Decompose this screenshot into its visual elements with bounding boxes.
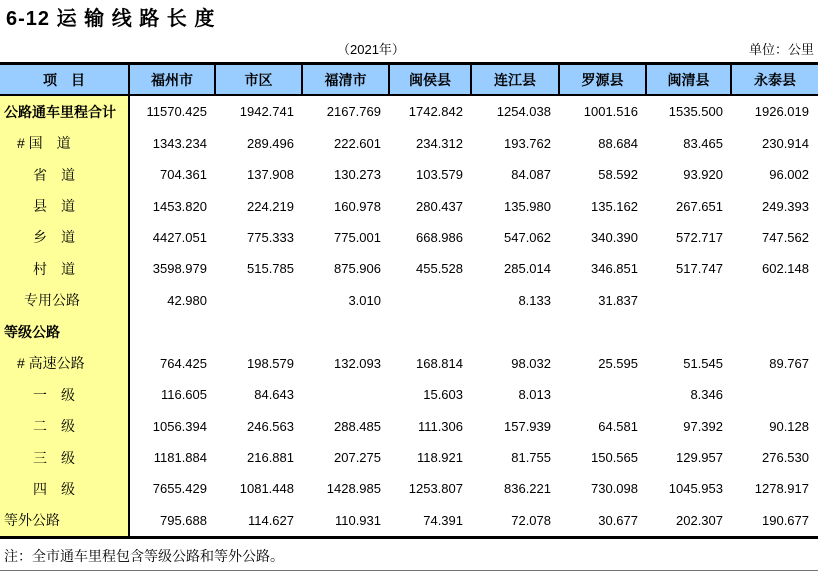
row-label: 村 道 bbox=[0, 253, 130, 284]
value-cell: 224.219 bbox=[247, 198, 294, 214]
value-cell: 168.814 bbox=[416, 355, 463, 371]
row-label: 一 级 bbox=[0, 379, 130, 410]
value-cell: 246.563 bbox=[247, 418, 294, 434]
column-header: 连江县 bbox=[472, 65, 560, 94]
value-cell bbox=[472, 316, 560, 347]
value-cell: 4427.051 bbox=[152, 229, 207, 245]
value-cell: 775.001 bbox=[334, 229, 381, 245]
value-cell: 111.306 bbox=[417, 418, 463, 434]
row-label: 省 道 bbox=[0, 159, 130, 190]
row-label: 三 级 bbox=[0, 442, 130, 473]
value-cell: 267.651 bbox=[676, 198, 723, 214]
value-cell: 730.098 bbox=[591, 481, 638, 497]
value-cell: 30.677 bbox=[598, 512, 638, 528]
value-cell: 114.627 bbox=[247, 512, 294, 528]
value-cell: 157.939 bbox=[504, 418, 551, 434]
value-cell: 74.391 bbox=[423, 512, 463, 528]
value-cell: 517.747 bbox=[676, 261, 723, 277]
value-cell: 1056.394 bbox=[152, 418, 207, 434]
value-cell: 249.393 bbox=[762, 198, 809, 214]
value-cell: 764.425 bbox=[160, 355, 207, 371]
value-cell: 83.465 bbox=[683, 135, 723, 151]
value-cell: 455.528 bbox=[416, 261, 463, 277]
value-cell: 160.978 bbox=[334, 198, 381, 214]
value-cell: 1453.820 bbox=[152, 198, 207, 214]
value-cell: 103.579 bbox=[416, 167, 463, 183]
value-cell: 132.093 bbox=[334, 355, 381, 371]
value-cell bbox=[732, 285, 818, 316]
value-cell: 207.275 bbox=[334, 450, 381, 466]
value-cell: 150.565 bbox=[591, 450, 638, 466]
footnote: 注：全市通车里程包含等级公路和等外公路。 bbox=[4, 548, 284, 564]
value-cell: 118.921 bbox=[416, 450, 463, 466]
table-row bbox=[0, 505, 818, 536]
value-cell bbox=[647, 285, 732, 316]
table-row bbox=[0, 473, 818, 504]
value-cell: 93.920 bbox=[683, 167, 723, 183]
column-header: 福清市 bbox=[303, 65, 390, 94]
column-header: 永泰县 bbox=[732, 65, 818, 94]
value-cell: 15.603 bbox=[423, 387, 463, 403]
value-cell: 222.601 bbox=[334, 135, 381, 151]
row-label: # 高速公路 bbox=[0, 348, 130, 379]
value-cell: 230.914 bbox=[762, 135, 809, 151]
value-cell: 836.221 bbox=[504, 481, 551, 497]
value-cell: 84.643 bbox=[254, 387, 294, 403]
table-row bbox=[0, 127, 818, 158]
table-body bbox=[0, 96, 818, 539]
value-cell: 1535.500 bbox=[668, 104, 723, 120]
value-cell: 198.579 bbox=[247, 355, 294, 371]
value-cell: 11570.425 bbox=[146, 104, 207, 120]
value-cell: 88.684 bbox=[598, 135, 638, 151]
value-cell: 1942.741 bbox=[239, 104, 294, 120]
table-row bbox=[0, 316, 818, 347]
item-column-header: 项 目 bbox=[0, 65, 130, 94]
value-cell: 280.437 bbox=[416, 198, 463, 214]
row-label: 专用公路 bbox=[0, 285, 130, 316]
value-cell: 875.906 bbox=[334, 261, 381, 277]
row-label: 二 级 bbox=[0, 410, 130, 441]
column-header: 闽清县 bbox=[647, 65, 732, 94]
value-cell bbox=[732, 316, 818, 347]
value-cell: 1253.807 bbox=[408, 481, 463, 497]
value-cell: 515.785 bbox=[247, 261, 294, 277]
column-header: 市区 bbox=[216, 65, 303, 94]
column-header: 闽侯县 bbox=[390, 65, 472, 94]
value-cell: 668.986 bbox=[416, 229, 463, 245]
value-cell: 3598.979 bbox=[152, 261, 207, 277]
value-cell bbox=[303, 316, 390, 347]
row-label: 县 道 bbox=[0, 190, 130, 221]
value-cell bbox=[390, 285, 472, 316]
value-cell: 340.390 bbox=[591, 229, 638, 245]
value-cell: 130.273 bbox=[334, 167, 381, 183]
value-cell: 276.530 bbox=[762, 450, 809, 466]
value-cell bbox=[560, 379, 647, 410]
column-header: 福州市 bbox=[130, 65, 216, 94]
value-cell: 8.133 bbox=[518, 292, 551, 308]
row-label: 等外公路 bbox=[0, 505, 130, 536]
row-label: # 国 道 bbox=[0, 127, 130, 158]
value-cell: 1278.917 bbox=[754, 481, 809, 497]
value-cell bbox=[216, 285, 303, 316]
value-cell: 8.346 bbox=[690, 387, 723, 403]
value-cell: 98.032 bbox=[511, 355, 551, 371]
value-cell: 129.957 bbox=[676, 450, 723, 466]
value-cell bbox=[390, 316, 472, 347]
table-row bbox=[0, 190, 818, 221]
value-cell: 775.333 bbox=[247, 229, 294, 245]
value-cell: 84.087 bbox=[511, 167, 551, 183]
bottom-divider bbox=[0, 570, 818, 571]
value-cell: 81.755 bbox=[511, 450, 551, 466]
value-cell: 1343.234 bbox=[152, 135, 207, 151]
value-cell: 1254.038 bbox=[496, 104, 551, 120]
value-cell: 42.980 bbox=[167, 292, 207, 308]
value-cell: 572.717 bbox=[676, 229, 723, 245]
value-cell bbox=[560, 316, 647, 347]
value-cell bbox=[216, 316, 303, 347]
value-cell: 1045.953 bbox=[668, 481, 723, 497]
row-label: 等级公路 bbox=[0, 316, 130, 347]
value-cell: 31.837 bbox=[598, 292, 638, 308]
value-cell: 1001.516 bbox=[583, 104, 638, 120]
value-cell: 547.062 bbox=[504, 229, 551, 245]
unit-label: 单位：公里 bbox=[748, 42, 814, 57]
table-row bbox=[0, 379, 818, 410]
value-cell: 96.002 bbox=[769, 167, 809, 183]
transport-route-length-table bbox=[0, 62, 818, 539]
value-cell: 90.128 bbox=[769, 418, 809, 434]
row-label: 公路通车里程合计 bbox=[0, 96, 130, 127]
table-row bbox=[0, 410, 818, 441]
value-cell: 1081.448 bbox=[239, 481, 294, 497]
value-cell: 8.013 bbox=[518, 387, 551, 403]
value-cell: 1926.019 bbox=[754, 104, 809, 120]
value-cell: 25.595 bbox=[598, 355, 638, 371]
value-cell bbox=[303, 379, 390, 410]
value-cell: 795.688 bbox=[160, 512, 207, 528]
table-row bbox=[0, 96, 818, 127]
row-label: 乡 道 bbox=[0, 222, 130, 253]
value-cell: 289.496 bbox=[247, 135, 294, 151]
value-cell bbox=[647, 316, 732, 347]
table-row bbox=[0, 285, 818, 316]
year-label: （2021年） bbox=[337, 42, 405, 57]
value-cell: 234.312 bbox=[416, 135, 463, 151]
value-cell: 602.148 bbox=[762, 261, 809, 277]
value-cell: 1181.884 bbox=[153, 450, 207, 466]
value-cell: 89.767 bbox=[769, 355, 809, 371]
value-cell: 1428.985 bbox=[326, 481, 381, 497]
value-cell bbox=[130, 316, 216, 347]
value-cell: 64.581 bbox=[598, 418, 638, 434]
table-row bbox=[0, 159, 818, 190]
value-cell: 137.908 bbox=[247, 167, 294, 183]
value-cell: 7655.429 bbox=[152, 481, 207, 497]
table-row bbox=[0, 222, 818, 253]
value-cell: 2167.769 bbox=[326, 104, 381, 120]
table-row bbox=[0, 348, 818, 379]
value-cell: 202.307 bbox=[676, 512, 723, 528]
value-cell: 1742.842 bbox=[408, 104, 463, 120]
value-cell: 285.014 bbox=[504, 261, 551, 277]
value-cell: 97.392 bbox=[683, 418, 723, 434]
value-cell: 288.485 bbox=[334, 418, 381, 434]
value-cell: 747.562 bbox=[762, 229, 809, 245]
value-cell: 58.592 bbox=[598, 167, 638, 183]
page-title: 6-12 运 输 线 路 长 度 bbox=[6, 8, 216, 30]
value-cell bbox=[732, 379, 818, 410]
value-cell: 110.931 bbox=[334, 512, 381, 528]
value-cell: 135.980 bbox=[504, 198, 551, 214]
value-cell: 72.078 bbox=[511, 512, 551, 528]
table-row bbox=[0, 442, 818, 473]
row-label: 四 级 bbox=[0, 473, 130, 504]
value-cell: 3.010 bbox=[348, 292, 381, 308]
value-cell: 116.605 bbox=[160, 387, 207, 403]
table-row bbox=[0, 253, 818, 284]
value-cell: 193.762 bbox=[504, 135, 551, 151]
column-header: 罗源县 bbox=[560, 65, 647, 94]
value-cell: 216.881 bbox=[247, 450, 294, 466]
value-cell: 346.851 bbox=[591, 261, 638, 277]
value-cell: 704.361 bbox=[160, 167, 207, 183]
value-cell: 135.162 bbox=[591, 198, 638, 214]
table-header-row bbox=[0, 62, 818, 96]
value-cell: 190.677 bbox=[762, 512, 809, 528]
value-cell: 51.545 bbox=[683, 355, 723, 371]
